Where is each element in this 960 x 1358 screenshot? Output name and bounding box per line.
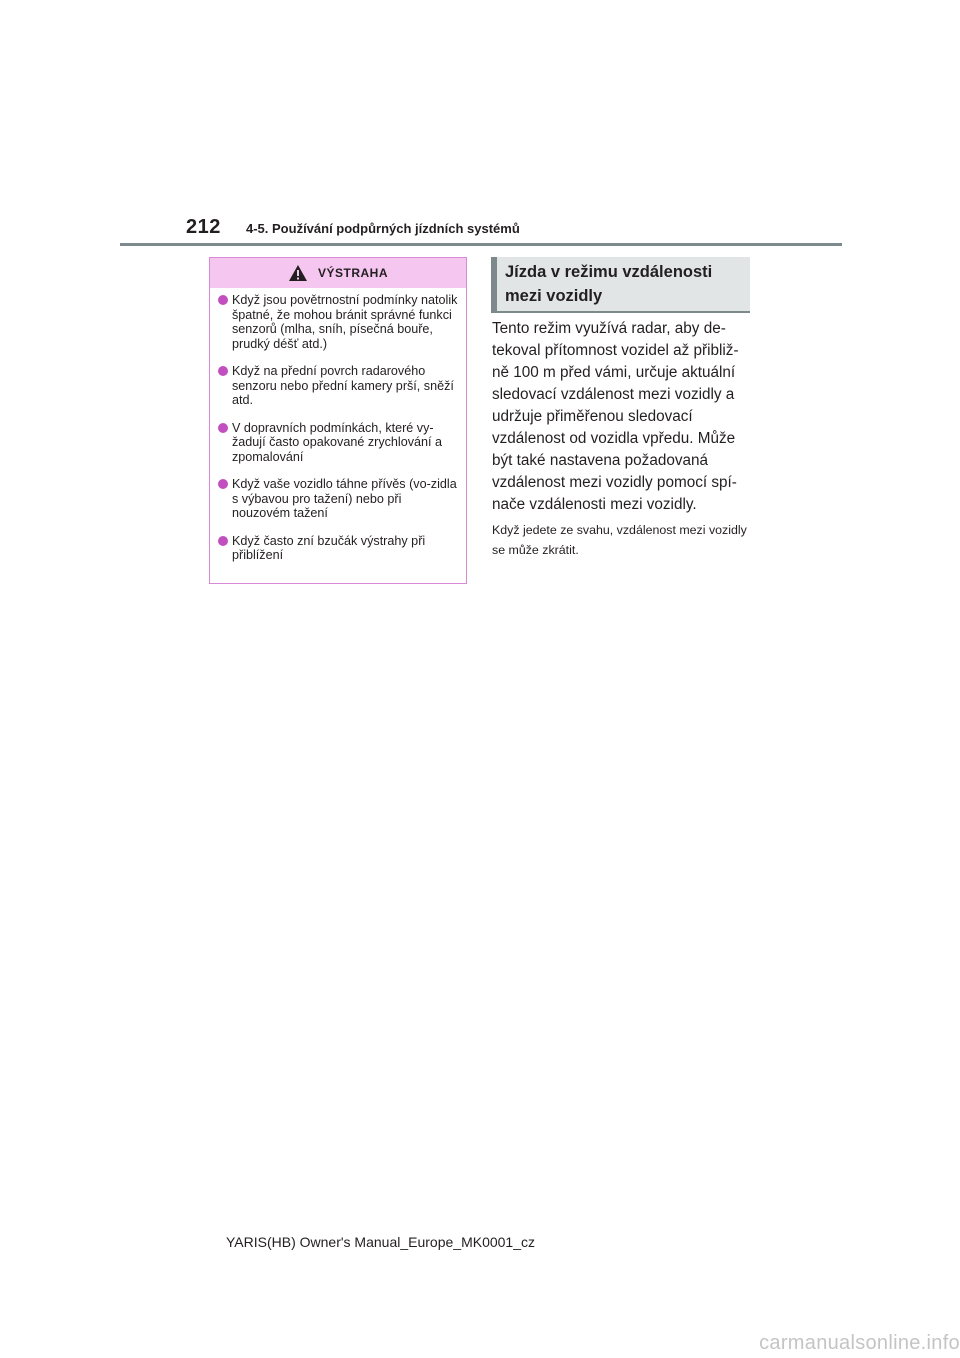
list-item <box>218 421 458 465</box>
topic-body: Tento režim využívá radar, aby de-tekoval přítomnost vozidel až přibliž-ně 100 m před vámi, určuje aktuální sledovací vzdálenost mezi vozidly a udržuje přiměřenou sledovací vzdálenost od vozidla vpředu. Může být také nastavena požadovaná vzdálenost mezi vozidly pomocí spí-nače vzdálenosti mezi vozidly. <box>492 320 739 513</box>
warning-title: VÝSTRAHA <box>317 266 388 280</box>
bullet-icon <box>218 366 228 376</box>
footer-manual-id: YARIS(HB) Owner's Manual_Europe_MK0001_cz <box>226 1234 535 1250</box>
warning-item-text: Když vaše vozidlo táhne přívěs (vo-zidla s výbavou pro tažení) nebo při nouzovém tažení <box>232 477 457 520</box>
warning-item-text: Když často zní bzučák výstrahy při přiblížení <box>232 533 426 562</box>
warning-item-text: Když na přední povrch radarového senzoru nebo přední kamery prší, sněží atd. <box>232 364 454 407</box>
warning-header <box>210 258 466 288</box>
bullet-icon <box>218 423 228 433</box>
topic-heading: Jízda v režimu vzdálenosti mezi vozidly <box>491 257 750 313</box>
warning-list <box>210 288 466 563</box>
page-number: 212 <box>186 216 221 238</box>
list-item <box>218 293 458 351</box>
bullet-icon <box>218 479 228 489</box>
topic-note: Když jedete ze svahu, vzdálenost mezi vozidly se může zkrátit. <box>492 523 747 557</box>
warning-triangle-icon <box>288 264 308 282</box>
watermark[interactable]: carmanualsonline.info <box>759 1332 960 1354</box>
warning-item-text: V dopravních podmínkách, které vy-žadují často opakované zrychlování a zpomalování <box>232 420 443 464</box>
list-item <box>218 364 458 408</box>
warning-item-text: Když jsou povětrnostní podmínky natolik špatné, že mohou bránit správné funkci senzorů (mlha, sníh, písečná bouře, prudký déšť atd.) <box>232 293 458 351</box>
section-title: 4-5. Používání podpůrných jízdních systémů <box>246 221 520 236</box>
list-item <box>218 477 458 521</box>
bullet-icon <box>218 536 228 546</box>
list-item <box>218 534 458 563</box>
warning-box <box>209 257 467 584</box>
header-divider <box>120 243 842 246</box>
bullet-icon <box>218 295 228 305</box>
